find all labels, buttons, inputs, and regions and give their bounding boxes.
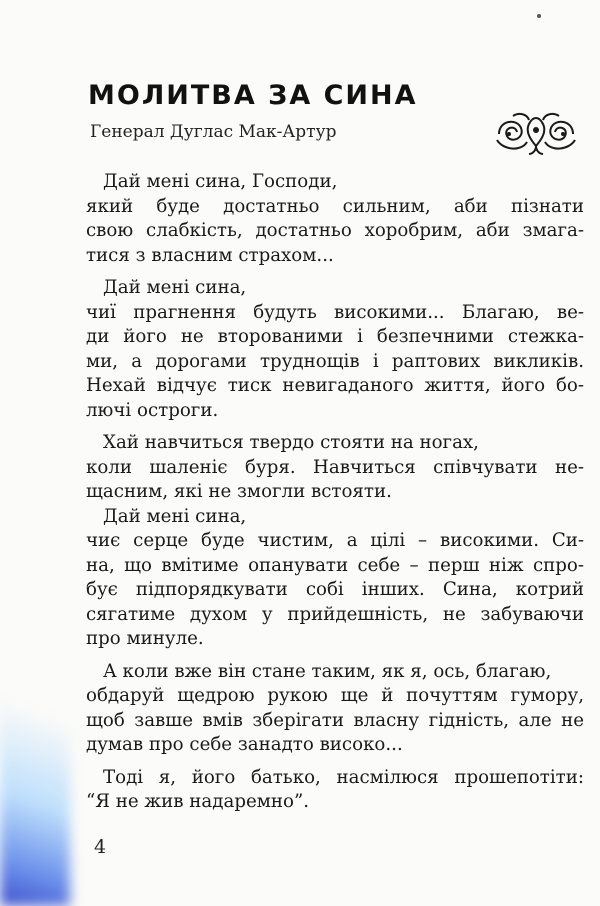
text-line: ди його не второваними і безпечними стежка-: [86, 326, 584, 347]
decorative-flourish-icon: [493, 110, 579, 158]
text-line: тися з власним страхом...: [86, 244, 334, 266]
text-line: свою слабкість, достатньо хоробрим, аби змага-: [86, 220, 584, 241]
page-number: 4: [94, 836, 107, 858]
text-line: думав про себе занадто високо...: [86, 734, 403, 755]
text-line: Дай мені сина,: [103, 277, 247, 298]
page-title: МОЛИТВА ЗА СИНА: [88, 80, 418, 111]
text-line: ми, а дорогами труднощів і раптових викликів.: [86, 350, 584, 372]
text-line: Нехай відчує тиск невигаданого життя, його бо-: [86, 375, 584, 396]
text-line: який буде достатньо сильним, аби пізнати: [86, 195, 584, 217]
text-line: обдаруй щедрою рукою ще й почуттям гумору,: [86, 685, 584, 706]
ink-speck: [537, 14, 541, 18]
text-line: щасним, які не змогли встояти.: [86, 481, 392, 502]
text-line: лючі остроги.: [86, 399, 219, 421]
text-line: А коли вже він стане таким, як я, ось, благаю,: [103, 660, 552, 682]
text-line: чиї прагнення будуть високими... Благаю, ве-: [86, 301, 584, 323]
text-line: коли шаленіє буря. Навчиться співчувати не-: [86, 456, 584, 478]
author-line: Генерал Дуглас Мак-Артур: [90, 122, 337, 142]
light-glare: [0, 700, 70, 906]
text-line: Хай навчиться твердо стояти на ногах,: [103, 432, 479, 453]
text-line: Тоді я, його батько, насмілюся прошепотіти:: [103, 766, 584, 788]
text-line: сягатиме духом у прийдешність, не забуваючи: [86, 603, 584, 625]
text-line: “Я не жив надаремно”.: [86, 791, 310, 812]
text-line: щоб завше вмів зберігати власну гідність, але не: [86, 709, 584, 731]
text-line: чиє серце буде чистим, а цілі – високими. Си-: [86, 530, 584, 551]
text-line: Дай мені сина,: [103, 505, 247, 527]
text-line: Дай мені сина, Господи,: [103, 171, 338, 192]
text-line: на, що вмітиме опанувати себе – перш ніж спро-: [86, 554, 584, 576]
text-line: бує підпорядкувати собі інших. Сина, котрий: [86, 579, 584, 600]
prayer-text: [86, 170, 584, 815]
text-line: про минуле.: [86, 628, 204, 649]
